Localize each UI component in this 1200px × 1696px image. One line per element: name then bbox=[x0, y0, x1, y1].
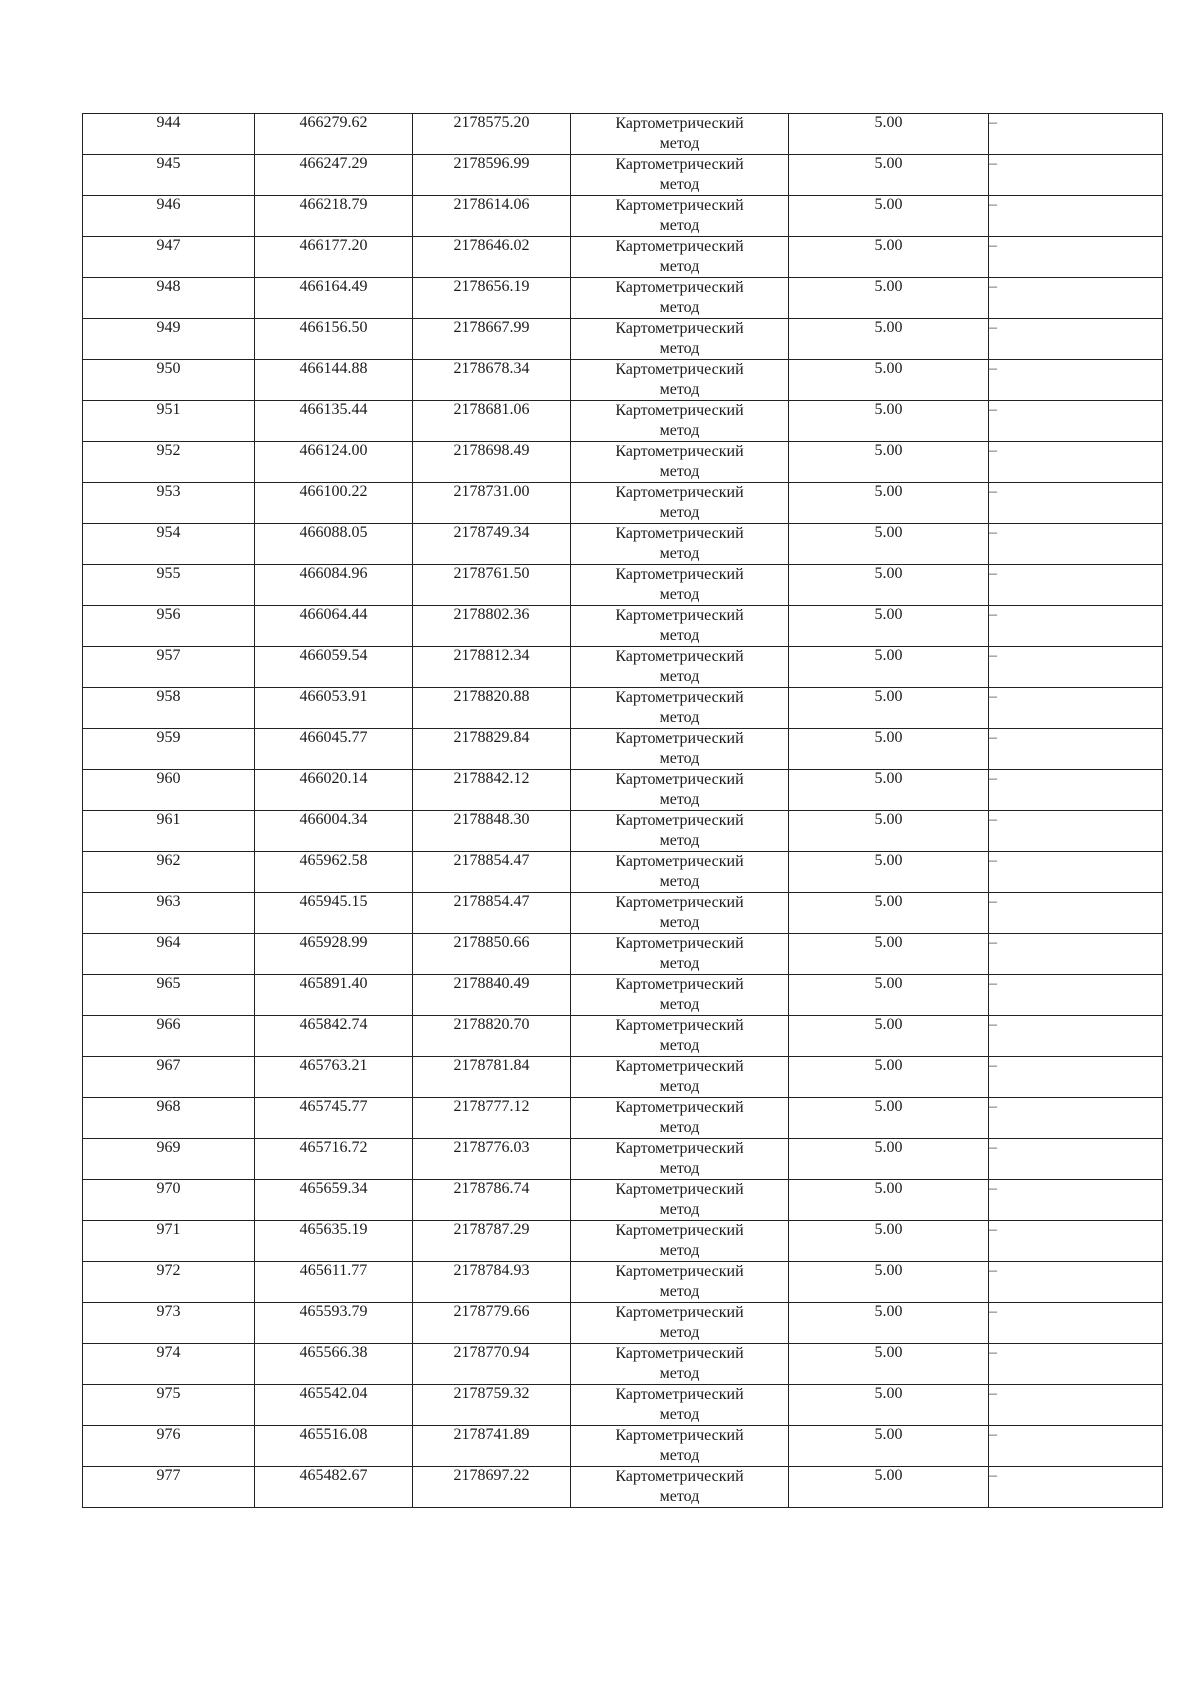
method-label: Картометрический метод bbox=[615, 812, 744, 849]
accuracy-cell: 5.00 bbox=[789, 893, 989, 934]
method-label: Картометрический метод bbox=[615, 1345, 744, 1382]
note-cell: – bbox=[989, 1098, 1163, 1139]
method-cell bbox=[571, 1180, 789, 1221]
note-cell: – bbox=[989, 1262, 1163, 1303]
method-label: Картометрический метод bbox=[615, 1099, 744, 1136]
x-coordinate-cell: 465566.38 bbox=[255, 1344, 413, 1385]
y-coordinate-cell: 2178770.94 bbox=[413, 1344, 571, 1385]
point-number-cell: 971 bbox=[83, 1221, 255, 1262]
accuracy-cell: 5.00 bbox=[789, 811, 989, 852]
point-number-cell: 959 bbox=[83, 729, 255, 770]
method-label: Картометрический метод bbox=[615, 1017, 744, 1054]
y-coordinate-cell: 2178840.49 bbox=[413, 975, 571, 1016]
method-label: Картометрический метод bbox=[615, 976, 744, 1013]
y-coordinate-cell: 2178667.99 bbox=[413, 319, 571, 360]
note-cell: – bbox=[989, 934, 1163, 975]
point-number-cell: 968 bbox=[83, 1098, 255, 1139]
table-row bbox=[83, 237, 1163, 278]
method-cell bbox=[571, 934, 789, 975]
method-cell bbox=[571, 442, 789, 483]
note-cell: – bbox=[989, 483, 1163, 524]
method-label: Картометрический метод bbox=[615, 402, 744, 439]
method-label: Картометрический метод bbox=[615, 935, 744, 972]
method-cell bbox=[571, 811, 789, 852]
method-cell bbox=[571, 1221, 789, 1262]
table-row bbox=[83, 688, 1163, 729]
x-coordinate-cell: 466053.91 bbox=[255, 688, 413, 729]
x-coordinate-cell: 466164.49 bbox=[255, 278, 413, 319]
table-row bbox=[83, 319, 1163, 360]
x-coordinate-cell: 466045.77 bbox=[255, 729, 413, 770]
x-coordinate-cell: 466144.88 bbox=[255, 360, 413, 401]
method-label: Картометрический метод bbox=[615, 115, 744, 152]
x-coordinate-cell: 465593.79 bbox=[255, 1303, 413, 1344]
accuracy-cell: 5.00 bbox=[789, 852, 989, 893]
y-coordinate-cell: 2178681.06 bbox=[413, 401, 571, 442]
accuracy-cell: 5.00 bbox=[789, 1139, 989, 1180]
method-cell bbox=[571, 852, 789, 893]
method-cell bbox=[571, 114, 789, 155]
point-number-cell: 974 bbox=[83, 1344, 255, 1385]
point-number-cell: 947 bbox=[83, 237, 255, 278]
y-coordinate-cell: 2178848.30 bbox=[413, 811, 571, 852]
y-coordinate-cell: 2178820.70 bbox=[413, 1016, 571, 1057]
point-number-cell: 960 bbox=[83, 770, 255, 811]
table-row bbox=[83, 360, 1163, 401]
table-row bbox=[83, 1139, 1163, 1180]
table-row bbox=[83, 606, 1163, 647]
note-cell: – bbox=[989, 155, 1163, 196]
table-row bbox=[83, 811, 1163, 852]
y-coordinate-cell: 2178646.02 bbox=[413, 237, 571, 278]
table-row bbox=[83, 1467, 1163, 1508]
accuracy-cell: 5.00 bbox=[789, 565, 989, 606]
point-number-cell: 955 bbox=[83, 565, 255, 606]
point-number-cell: 944 bbox=[83, 114, 255, 155]
point-number-cell: 963 bbox=[83, 893, 255, 934]
note-cell: – bbox=[989, 1385, 1163, 1426]
note-cell: – bbox=[989, 524, 1163, 565]
method-cell bbox=[571, 1344, 789, 1385]
method-label: Картометрический метод bbox=[615, 1263, 744, 1300]
y-coordinate-cell: 2178697.22 bbox=[413, 1467, 571, 1508]
table-row bbox=[83, 155, 1163, 196]
point-number-cell: 948 bbox=[83, 278, 255, 319]
method-label: Картометрический метод bbox=[615, 648, 744, 685]
point-number-cell: 949 bbox=[83, 319, 255, 360]
x-coordinate-cell: 466247.29 bbox=[255, 155, 413, 196]
method-cell bbox=[571, 483, 789, 524]
note-cell: – bbox=[989, 278, 1163, 319]
method-cell bbox=[571, 360, 789, 401]
method-cell bbox=[571, 606, 789, 647]
point-number-cell: 966 bbox=[83, 1016, 255, 1057]
x-coordinate-cell: 465745.77 bbox=[255, 1098, 413, 1139]
table-row bbox=[83, 1221, 1163, 1262]
x-coordinate-cell: 466218.79 bbox=[255, 196, 413, 237]
accuracy-cell: 5.00 bbox=[789, 975, 989, 1016]
note-cell: – bbox=[989, 237, 1163, 278]
method-label: Картометрический метод bbox=[615, 1304, 744, 1341]
note-cell: – bbox=[989, 647, 1163, 688]
table-row bbox=[83, 729, 1163, 770]
point-number-cell: 957 bbox=[83, 647, 255, 688]
method-label: Картометрический метод bbox=[615, 1058, 744, 1095]
x-coordinate-cell: 465516.08 bbox=[255, 1426, 413, 1467]
method-cell bbox=[571, 1467, 789, 1508]
method-label: Картометрический метод bbox=[615, 1140, 744, 1177]
note-cell: – bbox=[989, 1221, 1163, 1262]
method-label: Картометрический метод bbox=[615, 525, 744, 562]
accuracy-cell: 5.00 bbox=[789, 401, 989, 442]
x-coordinate-cell: 465763.21 bbox=[255, 1057, 413, 1098]
point-number-cell: 964 bbox=[83, 934, 255, 975]
method-cell bbox=[571, 401, 789, 442]
y-coordinate-cell: 2178596.99 bbox=[413, 155, 571, 196]
accuracy-cell: 5.00 bbox=[789, 155, 989, 196]
note-cell: – bbox=[989, 729, 1163, 770]
table-row bbox=[83, 278, 1163, 319]
accuracy-cell: 5.00 bbox=[789, 1385, 989, 1426]
point-number-cell: 950 bbox=[83, 360, 255, 401]
accuracy-cell: 5.00 bbox=[789, 524, 989, 565]
method-cell bbox=[571, 1139, 789, 1180]
y-coordinate-cell: 2178749.34 bbox=[413, 524, 571, 565]
method-cell bbox=[571, 237, 789, 278]
note-cell: – bbox=[989, 319, 1163, 360]
y-coordinate-cell: 2178761.50 bbox=[413, 565, 571, 606]
method-label: Картометрический метод bbox=[615, 443, 744, 480]
table-row bbox=[83, 1385, 1163, 1426]
table-row bbox=[83, 524, 1163, 565]
accuracy-cell: 5.00 bbox=[789, 606, 989, 647]
method-cell bbox=[571, 893, 789, 934]
x-coordinate-cell: 466279.62 bbox=[255, 114, 413, 155]
table-row bbox=[83, 565, 1163, 606]
y-coordinate-cell: 2178614.06 bbox=[413, 196, 571, 237]
method-label: Картометрический метод bbox=[615, 1468, 744, 1505]
point-number-cell: 961 bbox=[83, 811, 255, 852]
point-number-cell: 975 bbox=[83, 1385, 255, 1426]
note-cell: – bbox=[989, 975, 1163, 1016]
x-coordinate-cell: 466124.00 bbox=[255, 442, 413, 483]
method-label: Картометрический метод bbox=[615, 1181, 744, 1218]
note-cell: – bbox=[989, 565, 1163, 606]
accuracy-cell: 5.00 bbox=[789, 360, 989, 401]
accuracy-cell: 5.00 bbox=[789, 1098, 989, 1139]
y-coordinate-cell: 2178731.00 bbox=[413, 483, 571, 524]
y-coordinate-cell: 2178784.93 bbox=[413, 1262, 571, 1303]
note-cell: – bbox=[989, 811, 1163, 852]
y-coordinate-cell: 2178854.47 bbox=[413, 893, 571, 934]
method-label: Картометрический метод bbox=[615, 484, 744, 521]
method-label: Картометрический метод bbox=[615, 730, 744, 767]
method-cell bbox=[571, 524, 789, 565]
accuracy-cell: 5.00 bbox=[789, 319, 989, 360]
y-coordinate-cell: 2178759.32 bbox=[413, 1385, 571, 1426]
method-label: Картометрический метод bbox=[615, 156, 744, 193]
table-row bbox=[83, 1098, 1163, 1139]
method-label: Картометрический метод bbox=[615, 361, 744, 398]
accuracy-cell: 5.00 bbox=[789, 278, 989, 319]
x-coordinate-cell: 465945.15 bbox=[255, 893, 413, 934]
point-number-cell: 967 bbox=[83, 1057, 255, 1098]
accuracy-cell: 5.00 bbox=[789, 1262, 989, 1303]
note-cell: – bbox=[989, 893, 1163, 934]
y-coordinate-cell: 2178842.12 bbox=[413, 770, 571, 811]
point-number-cell: 951 bbox=[83, 401, 255, 442]
y-coordinate-cell: 2178678.34 bbox=[413, 360, 571, 401]
table-row bbox=[83, 852, 1163, 893]
x-coordinate-cell: 465842.74 bbox=[255, 1016, 413, 1057]
table-row bbox=[83, 196, 1163, 237]
y-coordinate-cell: 2178787.29 bbox=[413, 1221, 571, 1262]
method-cell bbox=[571, 770, 789, 811]
method-cell bbox=[571, 688, 789, 729]
note-cell: – bbox=[989, 1139, 1163, 1180]
method-label: Картометрический метод bbox=[615, 1427, 744, 1464]
point-number-cell: 946 bbox=[83, 196, 255, 237]
y-coordinate-cell: 2178656.19 bbox=[413, 278, 571, 319]
point-number-cell: 956 bbox=[83, 606, 255, 647]
x-coordinate-cell: 466088.05 bbox=[255, 524, 413, 565]
accuracy-cell: 5.00 bbox=[789, 237, 989, 278]
y-coordinate-cell: 2178829.84 bbox=[413, 729, 571, 770]
x-coordinate-cell: 465482.67 bbox=[255, 1467, 413, 1508]
method-cell bbox=[571, 1057, 789, 1098]
table-row bbox=[83, 1057, 1163, 1098]
note-cell: – bbox=[989, 1057, 1163, 1098]
y-coordinate-cell: 2178741.89 bbox=[413, 1426, 571, 1467]
accuracy-cell: 5.00 bbox=[789, 1426, 989, 1467]
accuracy-cell: 5.00 bbox=[789, 1467, 989, 1508]
table-row bbox=[83, 975, 1163, 1016]
method-label: Картометрический метод bbox=[615, 1386, 744, 1423]
point-number-cell: 973 bbox=[83, 1303, 255, 1344]
accuracy-cell: 5.00 bbox=[789, 934, 989, 975]
y-coordinate-cell: 2178854.47 bbox=[413, 852, 571, 893]
x-coordinate-cell: 466156.50 bbox=[255, 319, 413, 360]
point-number-cell: 972 bbox=[83, 1262, 255, 1303]
point-number-cell: 969 bbox=[83, 1139, 255, 1180]
point-number-cell: 962 bbox=[83, 852, 255, 893]
x-coordinate-cell: 465542.04 bbox=[255, 1385, 413, 1426]
point-number-cell: 954 bbox=[83, 524, 255, 565]
method-label: Картометрический метод bbox=[615, 279, 744, 316]
accuracy-cell: 5.00 bbox=[789, 1303, 989, 1344]
note-cell: – bbox=[989, 1303, 1163, 1344]
method-label: Картометрический метод bbox=[615, 607, 744, 644]
method-cell bbox=[571, 975, 789, 1016]
accuracy-cell: 5.00 bbox=[789, 770, 989, 811]
table-row bbox=[83, 1016, 1163, 1057]
method-cell bbox=[571, 1303, 789, 1344]
point-number-cell: 970 bbox=[83, 1180, 255, 1221]
y-coordinate-cell: 2178776.03 bbox=[413, 1139, 571, 1180]
table-row bbox=[83, 647, 1163, 688]
accuracy-cell: 5.00 bbox=[789, 1344, 989, 1385]
accuracy-cell: 5.00 bbox=[789, 1221, 989, 1262]
point-number-cell: 977 bbox=[83, 1467, 255, 1508]
method-label: Картометрический метод bbox=[615, 894, 744, 931]
method-cell bbox=[571, 319, 789, 360]
note-cell: – bbox=[989, 688, 1163, 729]
table-row bbox=[83, 934, 1163, 975]
note-cell: – bbox=[989, 1467, 1163, 1508]
table-body bbox=[83, 114, 1163, 1508]
accuracy-cell: 5.00 bbox=[789, 688, 989, 729]
point-number-cell: 958 bbox=[83, 688, 255, 729]
table-row bbox=[83, 1303, 1163, 1344]
note-cell: – bbox=[989, 1344, 1163, 1385]
point-number-cell: 952 bbox=[83, 442, 255, 483]
x-coordinate-cell: 465635.19 bbox=[255, 1221, 413, 1262]
note-cell: – bbox=[989, 1016, 1163, 1057]
note-cell: – bbox=[989, 1180, 1163, 1221]
y-coordinate-cell: 2178802.36 bbox=[413, 606, 571, 647]
coordinates-table bbox=[82, 113, 1163, 1508]
note-cell: – bbox=[989, 401, 1163, 442]
accuracy-cell: 5.00 bbox=[789, 196, 989, 237]
point-number-cell: 965 bbox=[83, 975, 255, 1016]
method-cell bbox=[571, 647, 789, 688]
table-row bbox=[83, 483, 1163, 524]
method-cell bbox=[571, 1262, 789, 1303]
table-row bbox=[83, 114, 1163, 155]
note-cell: – bbox=[989, 360, 1163, 401]
x-coordinate-cell: 465659.34 bbox=[255, 1180, 413, 1221]
y-coordinate-cell: 2178850.66 bbox=[413, 934, 571, 975]
accuracy-cell: 5.00 bbox=[789, 442, 989, 483]
method-cell bbox=[571, 196, 789, 237]
point-number-cell: 953 bbox=[83, 483, 255, 524]
method-label: Картометрический метод bbox=[615, 197, 744, 234]
method-cell bbox=[571, 1016, 789, 1057]
accuracy-cell: 5.00 bbox=[789, 647, 989, 688]
method-label: Картометрический метод bbox=[615, 566, 744, 603]
note-cell: – bbox=[989, 606, 1163, 647]
method-cell bbox=[571, 729, 789, 770]
accuracy-cell: 5.00 bbox=[789, 483, 989, 524]
method-label: Картометрический метод bbox=[615, 1222, 744, 1259]
table-row bbox=[83, 442, 1163, 483]
y-coordinate-cell: 2178575.20 bbox=[413, 114, 571, 155]
method-label: Картометрический метод bbox=[615, 689, 744, 726]
y-coordinate-cell: 2178786.74 bbox=[413, 1180, 571, 1221]
x-coordinate-cell: 466064.44 bbox=[255, 606, 413, 647]
note-cell: – bbox=[989, 114, 1163, 155]
note-cell: – bbox=[989, 852, 1163, 893]
table-row bbox=[83, 1262, 1163, 1303]
method-label: Картометрический метод bbox=[615, 320, 744, 357]
table-row bbox=[83, 770, 1163, 811]
accuracy-cell: 5.00 bbox=[789, 1180, 989, 1221]
x-coordinate-cell: 465611.77 bbox=[255, 1262, 413, 1303]
table-row bbox=[83, 401, 1163, 442]
method-cell bbox=[571, 1098, 789, 1139]
method-label: Картометрический метод bbox=[615, 238, 744, 275]
y-coordinate-cell: 2178777.12 bbox=[413, 1098, 571, 1139]
x-coordinate-cell: 466100.22 bbox=[255, 483, 413, 524]
note-cell: – bbox=[989, 442, 1163, 483]
y-coordinate-cell: 2178781.84 bbox=[413, 1057, 571, 1098]
method-cell bbox=[571, 278, 789, 319]
x-coordinate-cell: 466020.14 bbox=[255, 770, 413, 811]
method-cell bbox=[571, 155, 789, 196]
table-row bbox=[83, 893, 1163, 934]
table-row bbox=[83, 1344, 1163, 1385]
point-number-cell: 945 bbox=[83, 155, 255, 196]
accuracy-cell: 5.00 bbox=[789, 114, 989, 155]
note-cell: – bbox=[989, 1426, 1163, 1467]
x-coordinate-cell: 466084.96 bbox=[255, 565, 413, 606]
accuracy-cell: 5.00 bbox=[789, 1016, 989, 1057]
y-coordinate-cell: 2178812.34 bbox=[413, 647, 571, 688]
table-row bbox=[83, 1426, 1163, 1467]
x-coordinate-cell: 465716.72 bbox=[255, 1139, 413, 1180]
method-cell bbox=[571, 1385, 789, 1426]
x-coordinate-cell: 465928.99 bbox=[255, 934, 413, 975]
x-coordinate-cell: 466004.34 bbox=[255, 811, 413, 852]
accuracy-cell: 5.00 bbox=[789, 1057, 989, 1098]
y-coordinate-cell: 2178820.88 bbox=[413, 688, 571, 729]
table-row bbox=[83, 1180, 1163, 1221]
x-coordinate-cell: 465962.58 bbox=[255, 852, 413, 893]
x-coordinate-cell: 466135.44 bbox=[255, 401, 413, 442]
note-cell: – bbox=[989, 196, 1163, 237]
accuracy-cell: 5.00 bbox=[789, 729, 989, 770]
method-cell bbox=[571, 1426, 789, 1467]
point-number-cell: 976 bbox=[83, 1426, 255, 1467]
note-cell: – bbox=[989, 770, 1163, 811]
method-label: Картометрический метод bbox=[615, 853, 744, 890]
x-coordinate-cell: 466059.54 bbox=[255, 647, 413, 688]
x-coordinate-cell: 465891.40 bbox=[255, 975, 413, 1016]
method-cell bbox=[571, 565, 789, 606]
y-coordinate-cell: 2178779.66 bbox=[413, 1303, 571, 1344]
y-coordinate-cell: 2178698.49 bbox=[413, 442, 571, 483]
method-label: Картометрический метод bbox=[615, 771, 744, 808]
x-coordinate-cell: 466177.20 bbox=[255, 237, 413, 278]
